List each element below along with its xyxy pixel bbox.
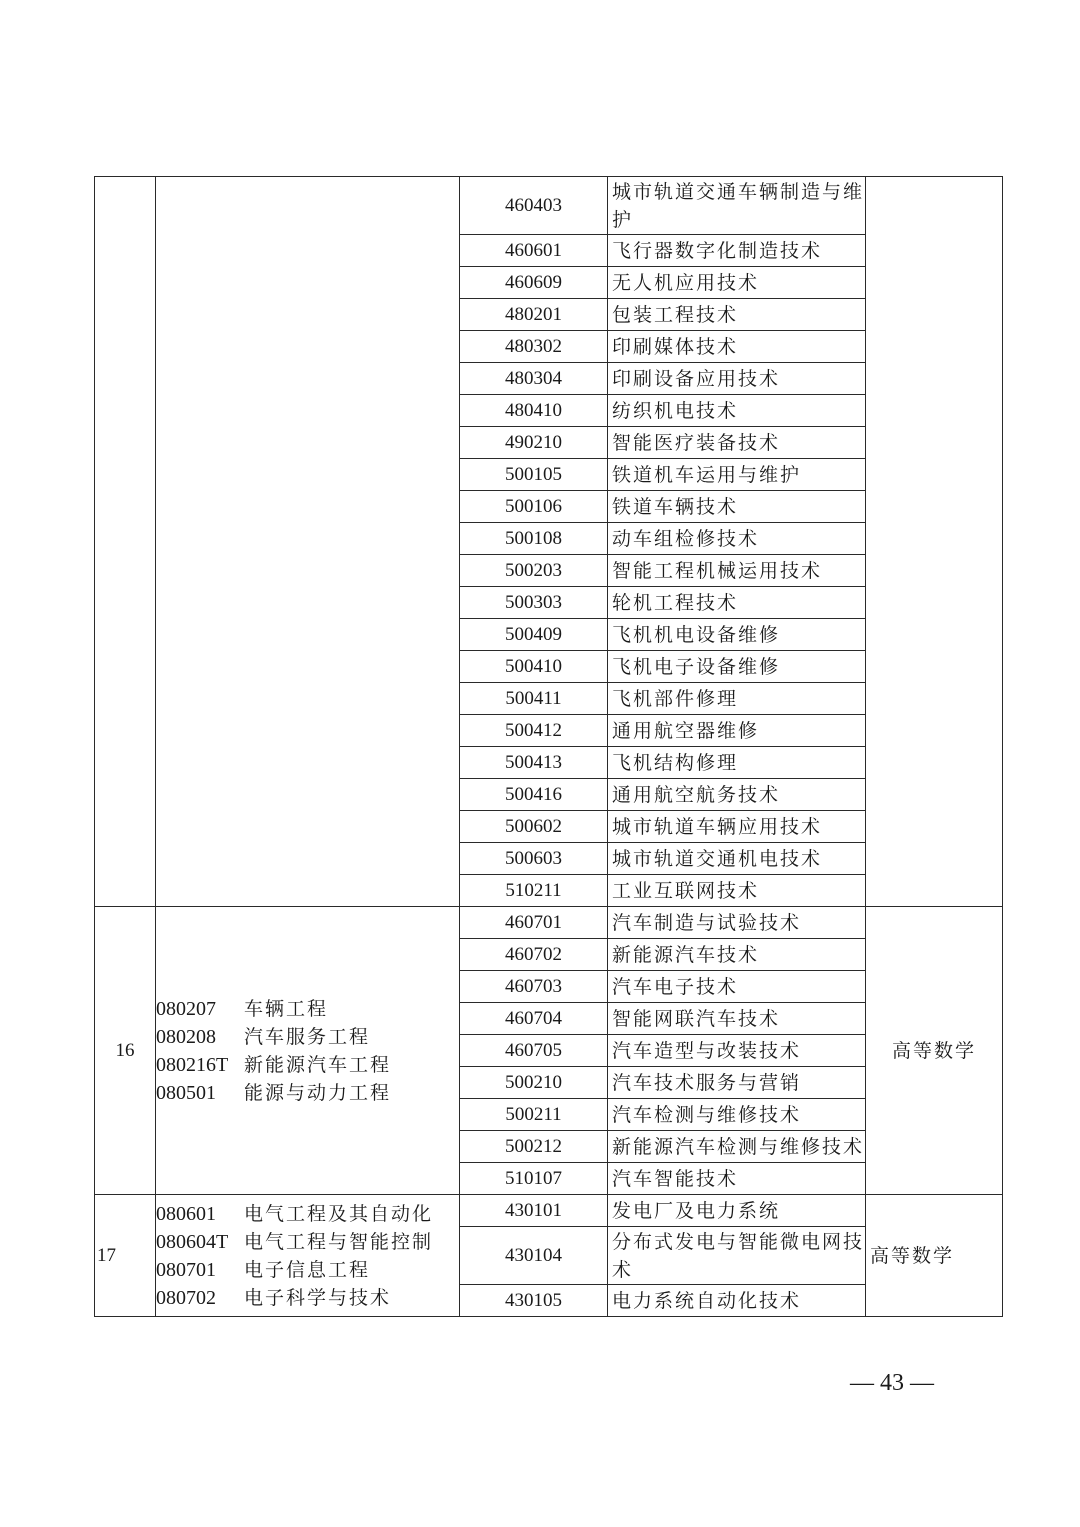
vocational-code: 500108 xyxy=(460,523,608,555)
vocational-code: 500416 xyxy=(460,779,608,811)
vocational-name: 印刷设备应用技术 xyxy=(608,363,866,395)
vocational-name: 汽车制造与试验技术 xyxy=(608,907,866,939)
undergrad-name: 电子信息工程 xyxy=(244,1258,371,1281)
vocational-name: 汽车造型与改装技术 xyxy=(608,1035,866,1067)
vocational-code: 500105 xyxy=(460,459,608,491)
group-number: 16 xyxy=(95,907,156,1195)
vocational-name: 汽车电子技术 xyxy=(608,971,866,1003)
vocational-name: 智能工程机械运用技术 xyxy=(608,555,866,587)
vocational-name: 飞机部件修理 xyxy=(608,683,866,715)
vocational-name: 轮机工程技术 xyxy=(608,587,866,619)
vocational-code: 480410 xyxy=(460,395,608,427)
vocational-name: 发电厂及电力系统 xyxy=(608,1195,866,1227)
vocational-name: 城市轨道交通车辆制造与维护 xyxy=(608,177,866,235)
undergrad-name: 能源与动力工程 xyxy=(244,1081,392,1104)
undergrad-code: 080208 xyxy=(156,1025,216,1048)
vocational-name: 飞机机电设备维修 xyxy=(608,619,866,651)
vocational-name: 飞机电子设备维修 xyxy=(608,651,866,683)
vocational-code: 460705 xyxy=(460,1035,608,1067)
vocational-name: 汽车技术服务与营销 xyxy=(608,1067,866,1099)
vocational-code: 460403 xyxy=(460,177,608,235)
vocational-code: 460701 xyxy=(460,907,608,939)
vocational-code: 480302 xyxy=(460,331,608,363)
group-number: 17 xyxy=(95,1195,156,1317)
undergrad-name: 电子科学与技术 xyxy=(244,1286,392,1309)
undergrad-major xyxy=(156,1228,459,1256)
vocational-name: 飞行器数字化制造技术 xyxy=(608,235,866,267)
vocational-name: 工业互联网技术 xyxy=(608,875,866,907)
exam-subject-cell xyxy=(866,177,1003,907)
vocational-code: 500413 xyxy=(460,747,608,779)
vocational-code: 500210 xyxy=(460,1067,608,1099)
undergrad-major xyxy=(156,1023,459,1051)
table-row xyxy=(95,907,1003,939)
vocational-code: 460609 xyxy=(460,267,608,299)
undergrad-code: 080702 xyxy=(156,1286,216,1309)
vocational-name: 汽车检测与维修技术 xyxy=(608,1099,866,1131)
vocational-code: 490210 xyxy=(460,427,608,459)
exam-subject: 高等数学 xyxy=(866,907,1003,1195)
undergrad-name: 汽车服务工程 xyxy=(244,1025,371,1048)
vocational-name: 纺织机电技术 xyxy=(608,395,866,427)
vocational-name: 铁道车辆技术 xyxy=(608,491,866,523)
vocational-code: 500602 xyxy=(460,811,608,843)
vocational-name: 通用航空航务技术 xyxy=(608,779,866,811)
vocational-code: 500211 xyxy=(460,1099,608,1131)
undergrad-major xyxy=(156,1051,459,1079)
vocational-code: 460702 xyxy=(460,939,608,971)
undergrad-majors-cell xyxy=(156,907,460,1195)
vocational-name: 智能网联汽车技术 xyxy=(608,1003,866,1035)
vocational-code: 430104 xyxy=(460,1227,608,1285)
vocational-name: 飞机结构修理 xyxy=(608,747,866,779)
vocational-name: 铁道机车运用与维护 xyxy=(608,459,866,491)
vocational-name: 智能医疗装备技术 xyxy=(608,427,866,459)
vocational-name: 电力系统自动化技术 xyxy=(608,1285,866,1317)
vocational-code: 500410 xyxy=(460,651,608,683)
undergrad-major xyxy=(156,1079,459,1107)
undergrad-name: 新能源汽车工程 xyxy=(244,1053,392,1076)
undergrad-code: 080604T xyxy=(156,1230,229,1253)
vocational-code: 510211 xyxy=(460,875,608,907)
undergrad-major xyxy=(156,1284,459,1312)
undergrad-major xyxy=(156,1200,459,1228)
vocational-code: 500409 xyxy=(460,619,608,651)
vocational-name: 动车组检修技术 xyxy=(608,523,866,555)
undergrad-name: 车辆工程 xyxy=(244,997,329,1020)
vocational-code: 480201 xyxy=(460,299,608,331)
vocational-name: 城市轨道车辆应用技术 xyxy=(608,811,866,843)
vocational-name: 无人机应用技术 xyxy=(608,267,866,299)
vocational-code: 460704 xyxy=(460,1003,608,1035)
vocational-name: 新能源汽车检测与维修技术 xyxy=(608,1131,866,1163)
vocational-name: 印刷媒体技术 xyxy=(608,331,866,363)
undergrad-code: 080501 xyxy=(156,1081,216,1104)
undergrad-major xyxy=(156,1256,459,1284)
undergrad-code: 080216T xyxy=(156,1053,229,1076)
undergrad-major xyxy=(156,995,459,1023)
seq-cell xyxy=(95,177,156,907)
vocational-code: 510107 xyxy=(460,1163,608,1195)
undergrad-name: 电气工程与智能控制 xyxy=(244,1230,434,1253)
vocational-code: 460601 xyxy=(460,235,608,267)
page-number: — 43 — xyxy=(850,1370,934,1396)
vocational-name: 分布式发电与智能微电网技术 xyxy=(608,1227,866,1285)
vocational-name: 通用航空器维修 xyxy=(608,715,866,747)
vocational-code: 460703 xyxy=(460,971,608,1003)
undergrad-code: 080207 xyxy=(156,997,216,1020)
vocational-code: 500412 xyxy=(460,715,608,747)
exam-subject: 高等数学 xyxy=(866,1195,1003,1317)
undergrad-name: 电气工程及其自动化 xyxy=(244,1202,434,1225)
vocational-code: 500212 xyxy=(460,1131,608,1163)
vocational-code: 500603 xyxy=(460,843,608,875)
table-row xyxy=(95,1195,1003,1227)
undergrad-majors-cell xyxy=(156,1195,460,1317)
vocational-code: 500303 xyxy=(460,587,608,619)
table-row xyxy=(95,177,1003,235)
vocational-code: 500411 xyxy=(460,683,608,715)
vocational-code: 430101 xyxy=(460,1195,608,1227)
undergrad-code: 080701 xyxy=(156,1258,216,1281)
vocational-code: 500203 xyxy=(460,555,608,587)
vocational-code: 500106 xyxy=(460,491,608,523)
vocational-code: 480304 xyxy=(460,363,608,395)
undergrad-code: 080601 xyxy=(156,1202,216,1225)
majors-table xyxy=(94,176,1003,1317)
vocational-code: 430105 xyxy=(460,1285,608,1317)
vocational-name: 新能源汽车技术 xyxy=(608,939,866,971)
vocational-name: 汽车智能技术 xyxy=(608,1163,866,1195)
undergrad-majors-cell xyxy=(156,177,460,907)
vocational-name: 城市轨道交通机电技术 xyxy=(608,843,866,875)
vocational-name: 包装工程技术 xyxy=(608,299,866,331)
